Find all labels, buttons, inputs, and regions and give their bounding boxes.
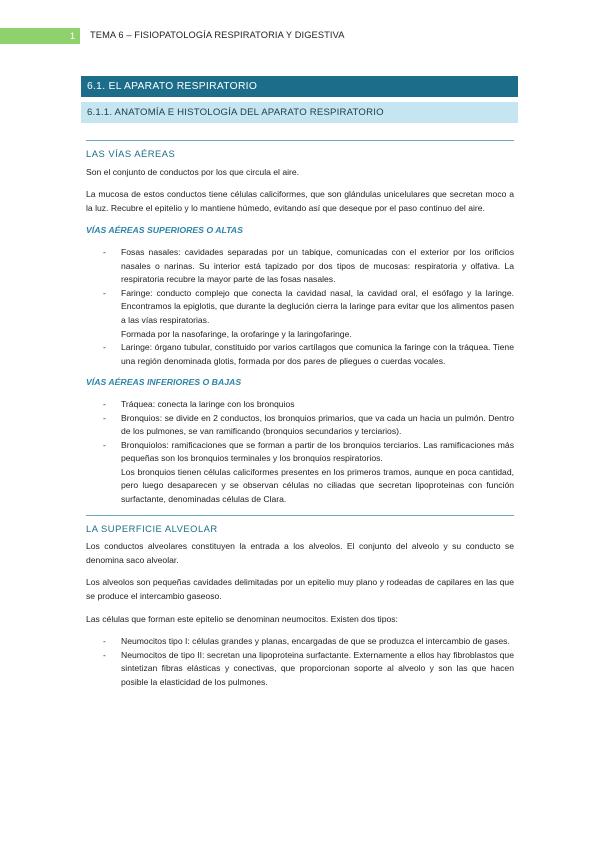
subsection-title: 6.1.1. ANATOMÍA E HISTOLOGÍA DEL APARATO RESPIRATORIO [81, 102, 518, 123]
list-item [121, 398, 514, 412]
list-vias-superiores [86, 246, 514, 368]
document-body [86, 136, 514, 698]
list-item-text: Fosas nasales: cavidades separadas por un tabique, comunicadas con el exterior por los orificios nasales o narinas. Su interior está tapizado por dos tipos de mucosas: respiratoria y olfativa. La respiratoria recubre la mayor parte de las fosas nasales. [121, 246, 514, 285]
list-item-extra: Los bronquios tienen células caliciformes presentes en los primeros tramos, aunque en poca cantidad, pero luego desaparecen y se observan células no ciliadas que secretan lipoproteinas con función surfactante, denominadas células de Clara. [121, 466, 514, 505]
section-title: 6.1. EL APARATO RESPIRATORIO [81, 76, 518, 97]
paragraph: Las células que forman este epitelio se denominan neumocitos. Existen dos tipos: [86, 613, 398, 624]
list-item-extra: Formada por la nasofaringe, la orofaringe y la laringofaringe. [121, 328, 352, 339]
heading-vias-aereas: LAS VÍAS AÉREAS [86, 140, 514, 161]
list-item [121, 341, 514, 368]
heading-superficie-alveolar: LA SUPERFICIE ALVEOLAR [86, 515, 514, 536]
list-item-text: Bronquios: se divide en 2 conductos, los bronquios primarios, que va cada un hacia un pulmón. Dentro de los pulmones, se van ramificando (bronquios secundarios y terciarios). [121, 412, 514, 437]
page-header [0, 28, 599, 46]
paragraph: Los conductos alveolares constituyen la entrada a los alveolos. El conjunto del alveolo y su conducto se denomina saco alveolar. [86, 541, 514, 565]
list-item [121, 412, 514, 439]
list-item [121, 649, 514, 690]
list-item-text: Neumocitos tipo I: células grandes y planas, encargadas de que se produzca el intercambio de gases. [121, 636, 510, 647]
list-item-text: Neumocitos de tipo II: secretan una lipoproteina surfactante. Externamente a ellos hay fibroblastos que sintetizan fibras elásticas y conectivas, que proporcionan soporte al alveolo y son las que hacen posible la elasticidad de los pulmones. [121, 649, 514, 687]
list-vias-inferiores [86, 398, 514, 507]
list-item-text: Bronquiolos: ramificaciones que se forman a partir de los bronquios terciarios. Las ramificaciones más pequeñas son los bronquios terminales y los bronquios respiratorios. [121, 439, 514, 464]
paragraph: La mucosa de estos conductos tiene células caliciformes, que son glándulas unicelulares que secretan moco a la luz. Recubre el epitelio y lo mantiene húmedo, evitando así que deseque por el paso continuo del aire. [86, 189, 514, 213]
list-item-text: Laringe: órgano tubular, constituido por varios cartílagos que comunica la faringe con la tráquea. Tiene una región denominada glotis, formada por dos pares de pliegues o cuerdas vocales. [121, 342, 514, 366]
list-item [121, 635, 514, 649]
page-number: 1 [0, 28, 80, 44]
list-item-text: Faringe: conducto complejo que conecta la cavidad nasal, la cavidad oral, el esófago y la laringe. Encontramos la epiglotis, que durante la deglución cierra la laringe para evitar que los alimentos pasen a las vías respiratorias. [121, 287, 514, 325]
list-item [121, 439, 514, 507]
heading-vias-inferiores: VÍAS AÉREAS INFERIORES O BAJAS [86, 377, 242, 388]
heading-vias-superiores: VÍAS AÉREAS SUPERIORES O ALTAS [86, 225, 243, 236]
list-neumocitos [86, 635, 514, 689]
list-item-text: Tráquea: conecta la laringe con los bronquios [121, 398, 295, 409]
paragraph: Son el conjunto de conductos por los que circula el aire. [86, 166, 300, 177]
paragraph: Los alveolos son pequeñas cavidades delimitadas por un epitelio muy plano y rodeadas de capilares en las que se produce el intercambio gaseoso. [86, 577, 514, 602]
list-item [121, 287, 514, 341]
document-title: TEMA 6 – FISIOPATOLOGÍA RESPIRATORIA Y DIGESTIVA [90, 30, 345, 40]
list-item [121, 246, 514, 287]
